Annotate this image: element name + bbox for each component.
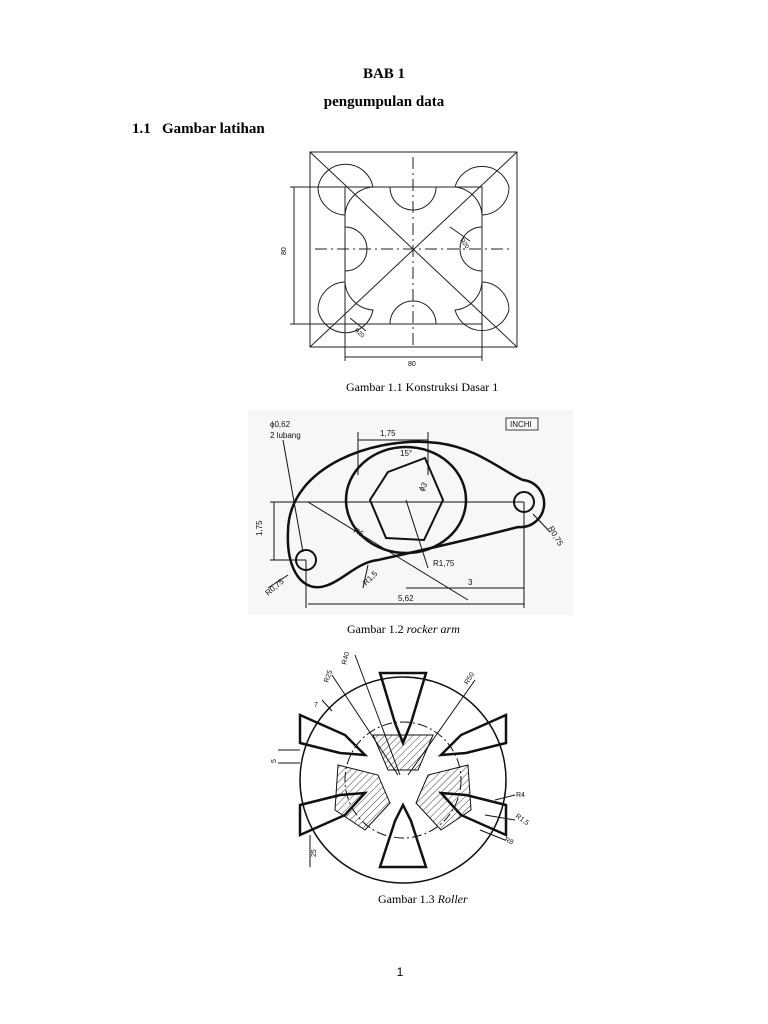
chapter-label: BAB 1 (362, 66, 406, 82)
roller-r50-label: R50 (463, 671, 477, 686)
section-heading (132, 121, 265, 138)
chapter-title: pengumpulan data (323, 94, 445, 110)
section-number: 1.1 (132, 121, 151, 137)
units-label: INCHI (510, 420, 532, 429)
page-number: 1 (396, 965, 404, 979)
roller-r8-label: R8 (503, 836, 515, 847)
slot-top (380, 673, 426, 743)
r15-label: R1,5 (361, 569, 380, 588)
dim-height: 80 (281, 247, 288, 255)
figure-2-caption (347, 622, 460, 637)
figure-1-caption: Gambar 1.1 Konstruksi Dasar 1 (346, 380, 499, 394)
r075-right-label: R0,75 (546, 524, 565, 548)
figure-konstruksi-dasar (280, 145, 530, 370)
left-height-label: 1,75 (255, 520, 264, 536)
r5-label: R5 (352, 525, 366, 539)
figure-3-caption-italic: Roller (437, 892, 468, 906)
dim-radius-1: R20 (458, 237, 470, 251)
roller-outer-circle (300, 677, 506, 883)
dim-3-label: 3 (468, 578, 473, 587)
dim-562-label: 5,62 (398, 594, 414, 603)
hole-diameter-label: ϕ0,62 (270, 420, 291, 429)
inner-dia-label: ϕ3 (416, 480, 430, 493)
figure-3-caption-text: Gambar 1.3 (378, 892, 438, 906)
hole-count-label: 2 lubang (270, 431, 301, 440)
roller-r4-label: R4 (516, 792, 525, 799)
dim-radius-2: R20 (352, 327, 366, 340)
figure-3-caption (378, 892, 468, 907)
roller-7-label: 7 (314, 702, 318, 709)
roller-25-label: 25 (311, 849, 318, 857)
angle-label: 15° (400, 449, 413, 458)
roller-r25-label: R25 (323, 669, 335, 684)
figure-2-caption-text: Gambar 1.2 (347, 622, 407, 636)
roller-r40-label: R40 (341, 651, 352, 666)
figure-roller (270, 645, 535, 885)
roller-r15-label: R1,5 (513, 812, 530, 828)
figure-2-caption-italic: rocker arm (406, 622, 460, 636)
r175-label: R1,75 (433, 559, 455, 568)
figure-rocker-arm (248, 410, 573, 615)
r075-left-label: R0,75 (263, 576, 286, 598)
roller-5-label: 5 (271, 759, 278, 763)
section-title: Gambar latihan (162, 121, 265, 137)
dim-width: 80 (408, 361, 416, 368)
top-width-label: 1,75 (380, 429, 396, 438)
